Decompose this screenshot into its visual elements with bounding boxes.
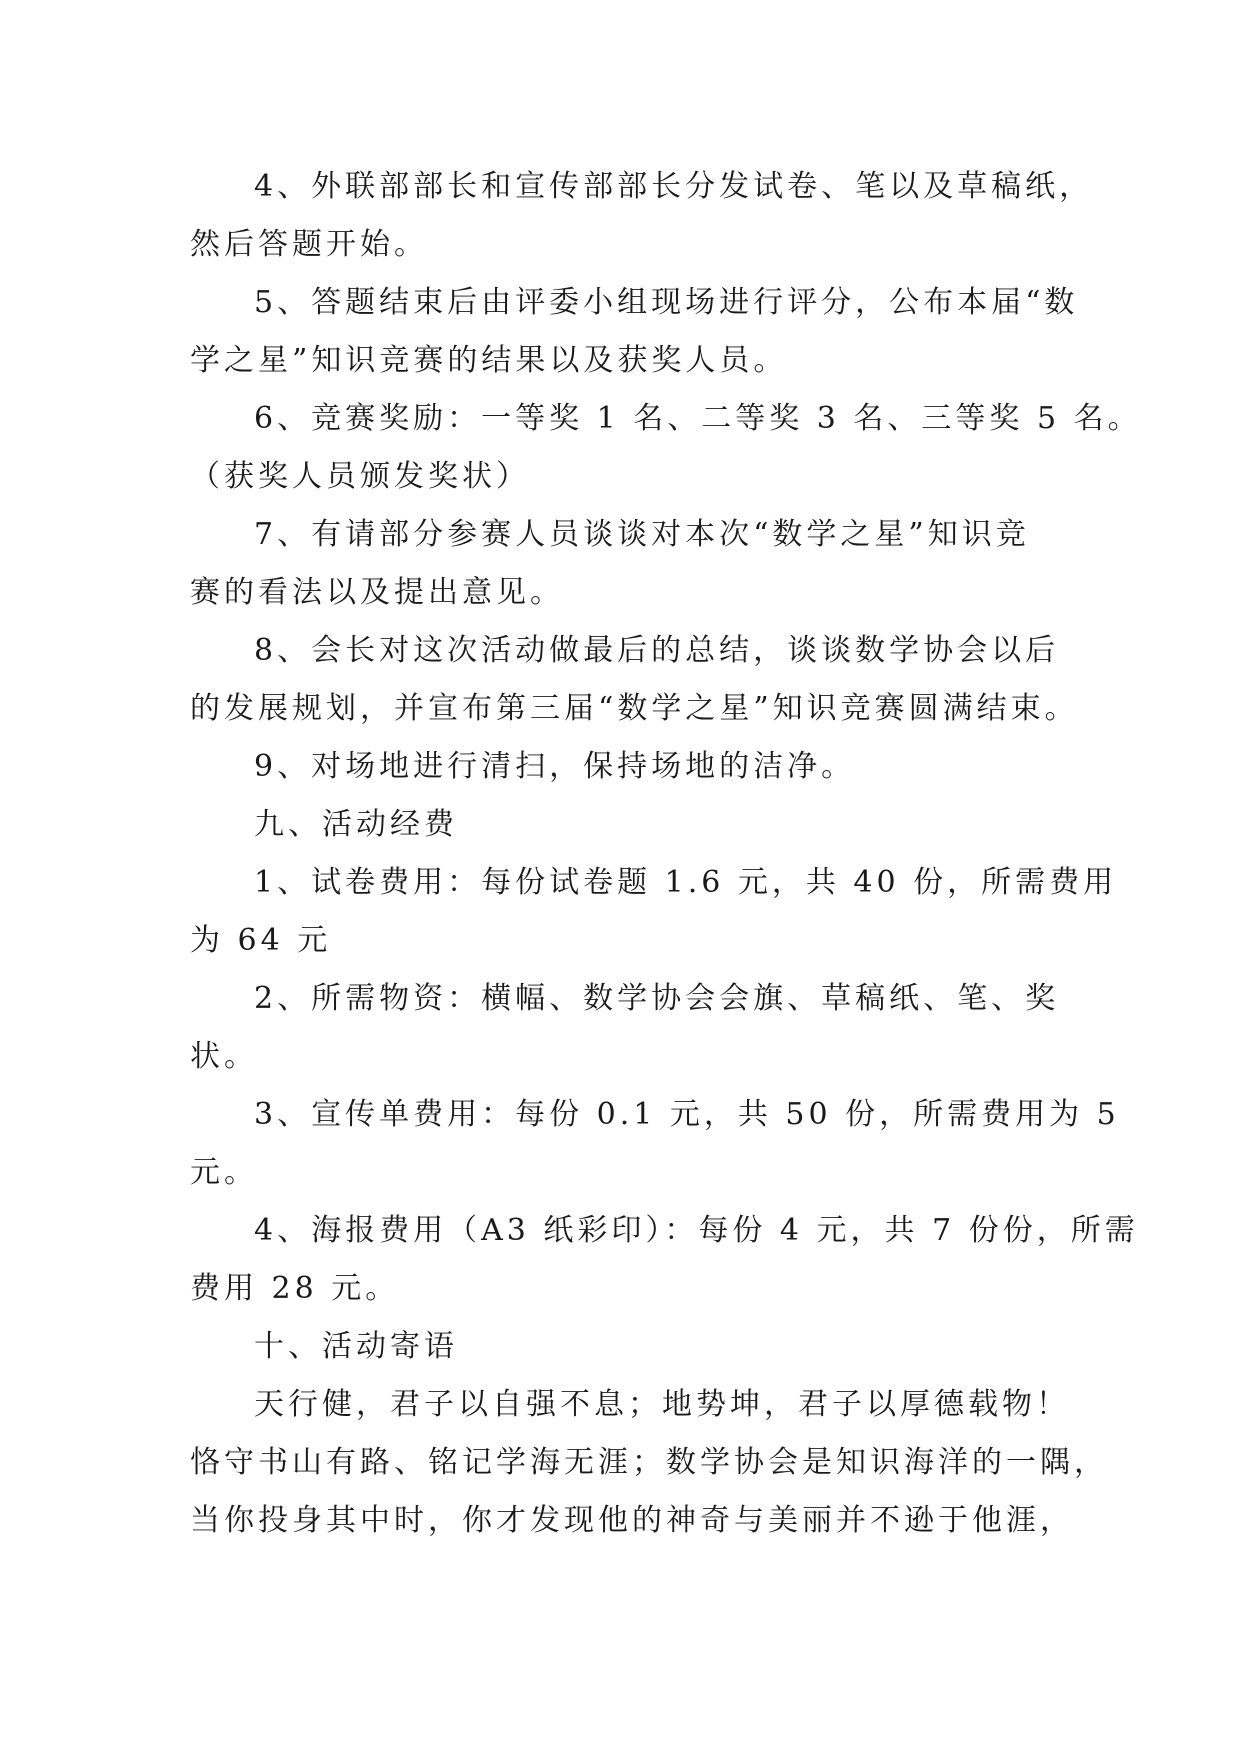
paragraph-line: 当你投身其中时，你才发现他的神奇与美丽并不逊于他涯， xyxy=(190,1503,1074,1538)
paragraph-line: 3、宣传单费用：每份 0.1 元，共 50 份，所需费用为 5 xyxy=(254,1097,1120,1132)
paragraph-line: 4、外联部部长和宣传部部长分发试卷、笔以及草稿纸， xyxy=(254,169,1094,204)
paragraph-line: 8、会长对这次活动做最后的总结，谈谈数学协会以后 xyxy=(254,633,1060,668)
document-body xyxy=(190,158,1142,1550)
paragraph-line: 6、竞赛奖励：一等奖 1 名、二等奖 3 名、三等奖 5 名。 xyxy=(254,401,1142,436)
paragraph-line: 为 64 元 xyxy=(190,923,332,958)
section-heading: 九、活动经费 xyxy=(254,807,458,842)
paragraph-line: 7、有请部分参赛人员谈谈对本次“数学之星”知识竞 xyxy=(254,517,1030,552)
paragraph-line: （获奖人员颁发奖状） xyxy=(190,459,530,494)
paragraph-line: 的发展规划，并宣布第三届“数学之星”知识竞赛圆满结束。 xyxy=(190,691,1079,726)
paragraph-line: 5、答题结束后由评委小组现场进行评分，公布本届“数 xyxy=(254,285,1079,320)
paragraph-line: 状。 xyxy=(190,1039,258,1074)
paragraph-line: 4、海报费用（A3 纸彩印）：每份 4 元，共 7 份份，所需 xyxy=(254,1213,1139,1248)
paragraph-line: 赛的看法以及提出意见。 xyxy=(190,575,564,610)
paragraph-line: 9、对场地进行清扫，保持场地的洁净。 xyxy=(254,749,856,784)
paragraph-line: 1、试卷费用：每份试卷题 1.6 元，共 40 份，所需费用 xyxy=(254,865,1118,900)
paragraph-line: 2、所需物资：横幅、数学协会会旗、草稿纸、笔、奖 xyxy=(254,981,1060,1016)
section-heading: 十、活动寄语 xyxy=(254,1329,458,1364)
paragraph-line: 恪守书山有路、铭记学海无涯；数学协会是知识海洋的一隅， xyxy=(190,1445,1108,1480)
paragraph-line: 元。 xyxy=(190,1155,258,1190)
paragraph-line: 然后答题开始。 xyxy=(190,227,428,262)
paragraph-line: 天行健，君子以自强不息；地势坤，君子以厚德载物！ xyxy=(254,1387,1070,1422)
paragraph-line: 费用 28 元。 xyxy=(190,1271,400,1306)
paragraph-line: 学之星”知识竞赛的结果以及获奖人员。 xyxy=(190,343,788,378)
